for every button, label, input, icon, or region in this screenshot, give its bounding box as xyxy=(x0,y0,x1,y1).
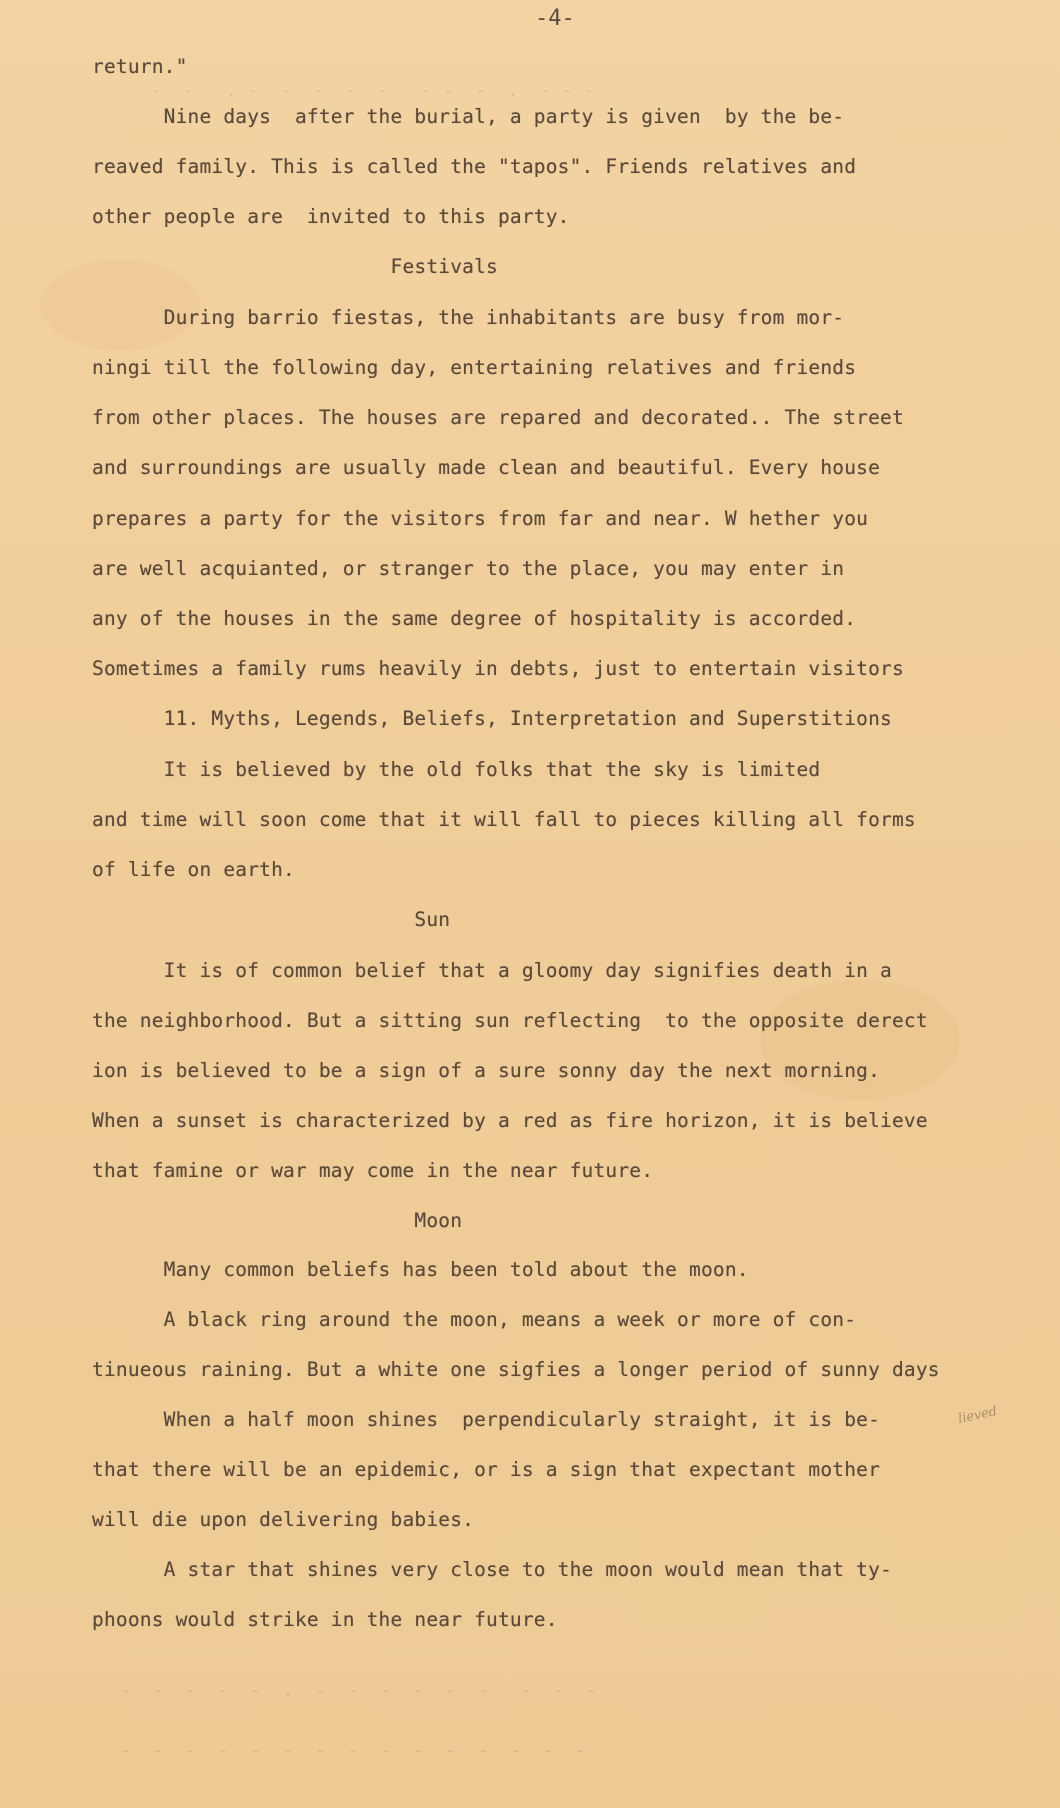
text-line: reaved family. This is called the "tapos". Friends relatives and xyxy=(92,155,857,178)
text-line: are well acquianted, or stranger to the place, you may enter in xyxy=(92,557,845,580)
text-line: the neighborhood. But a sitting sun reflecting to the opposite derect xyxy=(92,1009,928,1032)
text-line: ningi till the following day, entertaining relatives and friends xyxy=(92,356,857,379)
bleed-through-text: - - - - - - - - - . - - - - - xyxy=(120,1680,597,1701)
page-number: -4- xyxy=(535,6,575,31)
text-line: When a sunset is characterized by a red as fire horizon, it is believe xyxy=(92,1109,928,1132)
text-line: During barrio fiestas, the inhabitants are busy from mor- xyxy=(92,306,845,329)
text-line: from other places. The houses are repared and decorated.. The street xyxy=(92,406,904,429)
section-heading-festivals: Festivals xyxy=(92,255,498,278)
text-line: and surroundings are usually made clean and beautiful. Every house xyxy=(92,456,881,479)
text-line: Nine days after the burial, a party is given by the be- xyxy=(92,105,845,128)
handwritten-margin-note: lieved xyxy=(956,1404,999,1427)
text-line: that there will be an epidemic, or is a sign that expectant mother xyxy=(92,1458,881,1481)
text-line: tinueous raining. But a white one sigfies a longer period of sunny days xyxy=(92,1358,940,1381)
text-line: any of the houses in the same degree of hospitality is accorded. xyxy=(92,607,857,630)
text-line: return." xyxy=(92,55,188,78)
section-heading-sun: Sun xyxy=(92,908,451,931)
text-line: Many common beliefs has been told about the moon. xyxy=(92,1258,749,1281)
bleed-through-text: - - - . - - - - - - - - . - - xyxy=(150,80,595,101)
section-heading-moon: Moon xyxy=(92,1209,463,1232)
text-line: of life on earth. xyxy=(92,858,295,881)
text-line: other people are invited to this party. xyxy=(92,205,570,228)
text-line: A star that shines very close to the moon would mean that ty- xyxy=(92,1558,892,1581)
text-line: ion is believed to be a sign of a sure sonny day the next morning. xyxy=(92,1059,881,1082)
text-line: Sometimes a family rums heavily in debts, just to entertain visitors xyxy=(92,657,904,680)
text-line: will die upon delivering babies. xyxy=(92,1508,475,1531)
text-line: When a half moon shines perpendicularly straight, it is be- xyxy=(92,1408,881,1431)
text-line: It is believed by the old folks that the sky is limited xyxy=(92,758,821,781)
text-line: that famine or war may come in the near future. xyxy=(92,1159,654,1182)
section-heading-myths: 11. Myths, Legends, Beliefs, Interpretation and Superstitions xyxy=(92,707,892,730)
bleed-through-text: - - - - - - - - - - - - - - - xyxy=(120,1740,586,1761)
text-line: and time will soon come that it will fall to pieces killing all forms xyxy=(92,808,916,831)
text-line: prepares a party for the visitors from far and near. W hether you xyxy=(92,507,869,530)
text-line: A black ring around the moon, means a week or more of con- xyxy=(92,1308,857,1331)
text-line: It is of common belief that a gloomy day signifies death in a xyxy=(92,959,892,982)
text-line: phoons would strike in the near future. xyxy=(92,1608,558,1631)
